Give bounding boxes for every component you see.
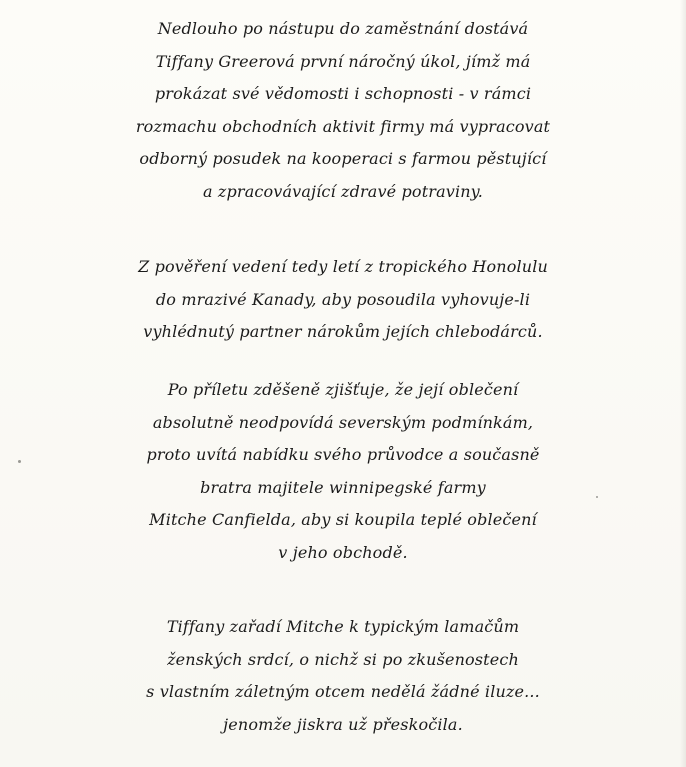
text-line: absolutně neodpovídá severským podmínkám,	[152, 412, 534, 432]
text-line: rozmachu obchodních aktivit firmy má vypracovat	[135, 116, 551, 136]
text-line: v jeho obchodě.	[278, 542, 408, 562]
paragraph-1	[0, 13, 686, 208]
paragraph-2	[0, 251, 686, 349]
text-line: a zpracovávající zdravé potraviny.	[203, 181, 483, 201]
text-line: Po příletu zděšeně zjišťuje, že její oblečení	[167, 380, 519, 399]
print-speck	[18, 460, 21, 463]
print-speck	[596, 496, 598, 498]
text-line: Tiffany Greerová první náročný úkol, jímž má	[155, 51, 531, 71]
text-line: s vlastním záletným otcem nedělá žádné iluze...	[146, 682, 540, 701]
text-line: ženských srdcí, o nichž si po zkušenostech	[167, 649, 519, 669]
text-line: proto uvítá nabídku svého průvodce a současně	[146, 445, 540, 464]
text-line: Mitche Canfielda, aby si koupila teplé oblečení	[149, 510, 537, 529]
paragraph-3	[0, 374, 686, 569]
text-line: bratra majitele winnipegské farmy	[200, 477, 486, 497]
text-line: vyhlédnutý partner nárokům jejích chlebodárců.	[143, 322, 543, 341]
page-edge-shadow	[680, 0, 686, 767]
text-line: jenomže jiskra už přeskočila.	[223, 714, 463, 734]
text-line: odborný posudek na kooperaci s farmou pěstující	[139, 149, 547, 168]
text-line: Z pověření vedení tedy letí z tropického Honolulu	[138, 257, 548, 276]
text-line: prokázat své vědomosti i schopnosti - v rámci	[154, 84, 532, 103]
text-line: Nedlouho po nástupu do zaměstnání dostává	[157, 19, 529, 38]
text-line: do mrazivé Kanady, aby posoudila vyhovuje-li	[155, 289, 531, 309]
text-line: Tiffany zařadí Mitche k typickým lamačům	[166, 617, 520, 636]
paragraph-4	[0, 611, 686, 741]
